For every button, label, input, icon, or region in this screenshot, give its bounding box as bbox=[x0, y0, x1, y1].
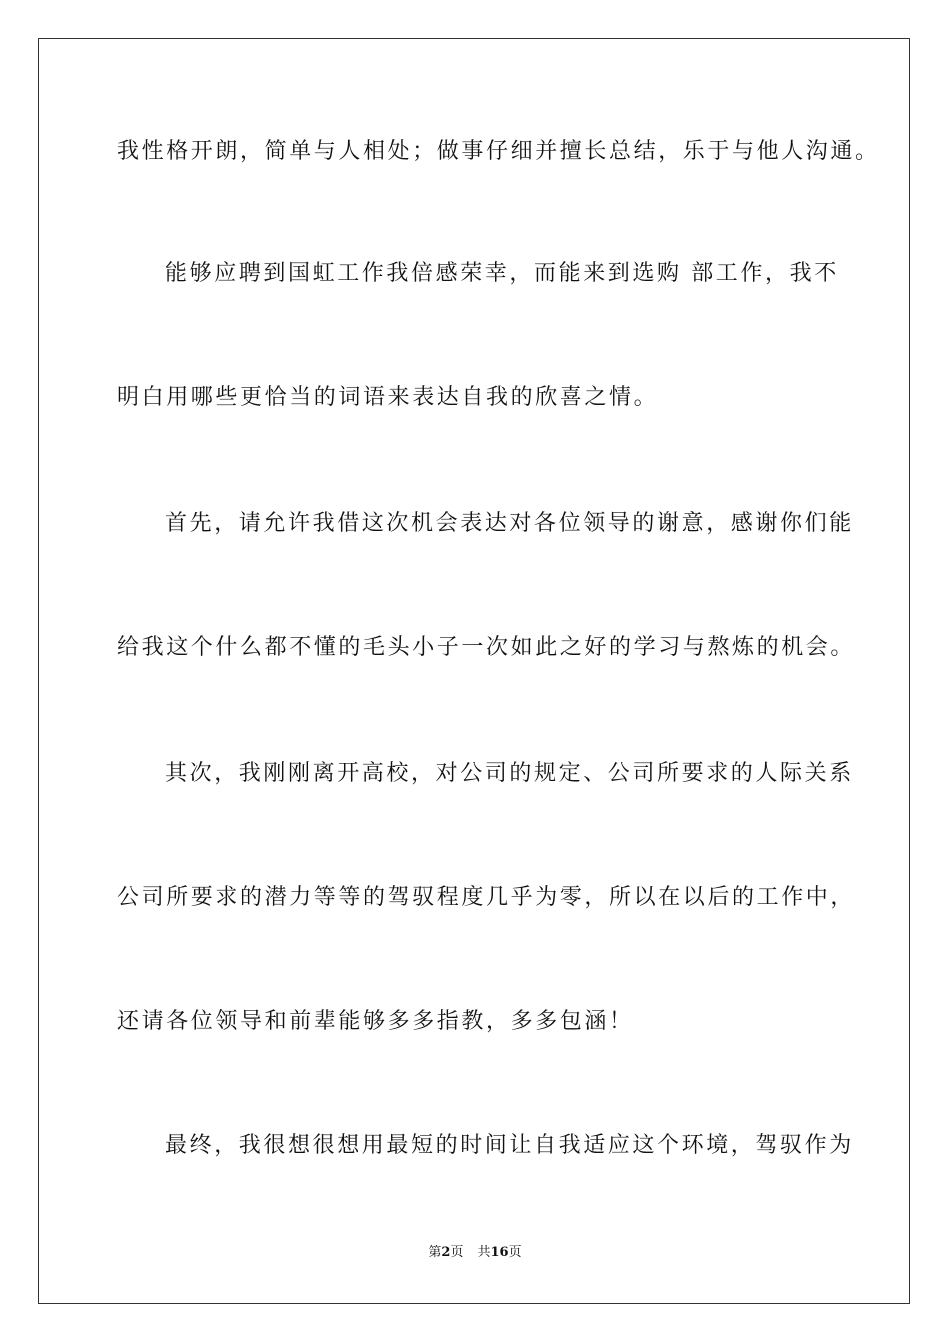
page-footer bbox=[0, 1244, 950, 1262]
page-suffix: 页 bbox=[450, 1245, 464, 1260]
total-suffix: 页 bbox=[508, 1245, 522, 1260]
text-line-2: 能够应聘到国虹工作我倍感荣幸，而能来到选购 部工作，我不 bbox=[165, 261, 839, 286]
text-line-5: 给我这个什么都不懂的毛头小子一次如此之好的学习与熬炼的机会。 bbox=[117, 635, 856, 660]
text-line-6: 其次，我刚刚离开高校，对公司的规定、公司所要求的人际关系 bbox=[165, 761, 854, 786]
text-line-3: 明白用哪些更恰当的词语来表达自我的欣喜之情。 bbox=[117, 385, 659, 410]
text-line-1: 我性格开朗，简单与人相处；做事仔细并擅长总结，乐于与他人沟通。 bbox=[117, 139, 880, 164]
total-pages: 16 bbox=[490, 1245, 509, 1260]
page-number: 2 bbox=[441, 1245, 451, 1260]
text-line-4: 首先，请允许我借这次机会表达对各位领导的谢意，感谢你们能 bbox=[165, 511, 854, 536]
text-line-7: 公司所要求的潜力等等的驾驭程度几乎为零，所以在以后的工作中， bbox=[117, 885, 856, 910]
page-border bbox=[38, 38, 910, 1304]
text-line-8: 还请各位领导和前辈能够多多指教，多多包涵！ bbox=[117, 1009, 634, 1034]
total-prefix: 共 bbox=[477, 1245, 491, 1260]
text-line-9: 最终，我很想很想用最短的时间让自我适应这个环境，驾驭作为 bbox=[165, 1133, 854, 1158]
page-prefix: 第 bbox=[428, 1245, 442, 1260]
